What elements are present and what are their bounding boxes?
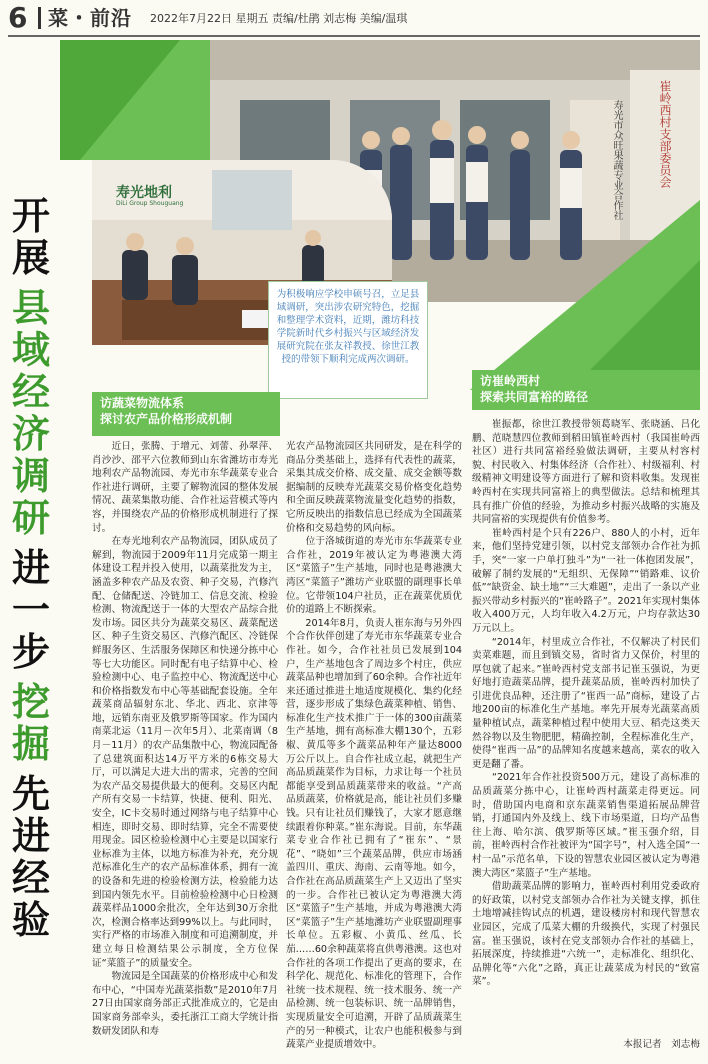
subhead-logistics: 访蔬菜物流体系 探讨农产品价格形成机制: [92, 392, 280, 436]
sign-cooperative: 寿光市众旺果蔬专业合作社: [611, 100, 622, 220]
header-divider: [38, 7, 41, 29]
headline-line: 挖 掘: [11, 680, 50, 766]
subhead-cuiling: 访崔岭西村 探索共同富裕的路径: [472, 370, 700, 410]
sign-party-branch: 崔岭西村支部委员会: [658, 80, 672, 188]
byline: 本报记者 刘志梅: [623, 1039, 700, 1050]
article-column-2: 光农产品物流园区共同研发，是在科学的商品分类基础上，选择有代表性的蔬菜，采集其成交价格、成交量、成交金额等数据编制的反映寿光蔬菜交易价格变化趋势和全面反映蔬菜物流量变化趋势的指数，它所反映出的指数信息已经成为全国蔬菜价格和交易趋势的风向标。 位于洛城街道的寿光市东华蔬菜专业合作社，2019年被认定为粤港澳大湾区“菜篮子”生产基地，同时也是粤港澳大湾区“菜篮子”潍坊产业联盟的副理事长单位。它带领104户社员，正在蔬菜优质优价的道路上不断探索。 2014年8月，负责人崔东海与另外四个合作伙伴创建了寿光市东华蔬菜专业合作社。如今，合作社社员已发展到104户，生产基地包含了周边多个村庄，供应蔬菜品种也增加到了60余种。合作社近年来还通过推进土地适度规模化、集约化经营，逐步形成了集绿色蔬菜种植、销售、标准化生产技术推广于一体的300亩蔬菜生产基地，拥有高标准大棚130个，五彩椒、黄瓜等多个蔬菜品种年产量达8000万公斤以上。自合作社成立起，就把生产高品质蔬菜作为目标，力求让每一个社员都能享受到品质蔬菜带来的收益。“产高品质蔬菜，价格就是高，能让社员们多赚钱。只有让社员们赚钱了，大家才愿意继续跟着你种菜。”崔东海说。目前，东华蔬菜专业合作社已拥有了“崔东”、“景花”、“晓如”三个蔬菜品牌，供应市场涵盖四川、重庆、海南、云南等地。如今，合作社在高品质蔬菜生产上又迈出了坚实的一步。合作社已被认定为粤港澳大湾区“菜篮子”生产基地，并成为粤港澳大湾区“菜篮子”生产基地潍坊产业联盟副理事长单位。五彩椒、小黄瓜、丝瓜、长茄……60余种蔬菜将直供粤港澳。这也对合作社的各项工作提出了更高的要求，在科学化、规范化、标准化的管理下，合作社统一技术规程、统一技术服务、统一产品检测、统一包装标识、统一品牌销售，实现质量安全可追溯，开辟了品质蔬菜生产的另一种模式，让农户也能积极参与到蔬菜产业提质增效中。: [286, 441, 462, 1051]
headline-line: 先 进 经 验: [11, 772, 50, 942]
photo-caption: 为积极响应学校申硕号召，立足县域调研，突出涉农研究特色，挖掘和整理学术资料，近期，潍坊科技学院新时代乡村振兴与区域经济发展研究院在张友祥教授、徐世江教授的带领下顺利完成两次调研。: [268, 281, 428, 399]
article-column-1: 近日，张腾、于增元、刘蕾、孙翠萍、肖沙沙、邵平六位教师到山东省潍坊市寿光地利农产品物流园、寿光市东华蔬菜专业合作社进行调研，主要了解物流园的整体发展情况、蔬菜集散功能、合作社运营模式等内容，并围绕农产品的价格形成机制进行了探讨。 在寿光地利农产品物流园，团队成员了解到，物流园于2009年11月完成第一期主体建设工程并投入使用，以蔬菜批发为主，涵盖多种农产品及农资、种子交易，汽修汽配、仓储配送、冷链加工、信息交流、检验检测、物流配送于一体的大型农产品综合批发市场。园区共分为蔬菜交易区、蔬菜配送区、种子生资交易区、汽修汽配区、冷链保鲜服务区、生活服务保障区和快递分拣中心等七大功能区。同时配有电子结算中心、检验检测中心、电子监控中心、物流配送中心和价格指数发布中心等基础配套设施。全年蔬菜商品辐射东北、华北、西北、京津等地，远销东南亚及俄罗斯等国家。作为国内南菜北运（11月－次年5月）、北菜南调（8月－11月）的农产品集散中心，物流园配备了总建筑面积达14万平方米的6栋交易大厅，可以满足大进大出的需求，完善的空间为农产品交易提供最大的便利。交易区内配产所有交易一卡结算，快捷、便利、阳光、安全，IC卡交易时通过网络与电子结算中心相连，即时交易、即时结算，完全不需要使用现金。园区检验检测中心主要是以国家行业标准为主体，以地方标准为补充，充分规范标准化生产的农产品标准体系，拥有一流的设备和先进的检验检测方法，检验能力达到国内领先水平。目前检验检测中心日检测蔬菜样品1000余批次，全年达到30万余批次，检测合格率达到99%以上。与此同时，实行严格的市场准入制度和可追溯制度，并建立每日检测结果公示制度，全方位保证“菜篮子”的质量安全。 物流园是全国蔬菜的价格形成中心和发布中心，“中国寿光蔬菜指数”是2010年7月27日由国家商务部正式批准成立的，它是由国家商务部牵头，委托浙江工商大学统计指数研发团队和寿: [92, 441, 278, 1037]
headline-line: 进 一 步: [11, 546, 50, 674]
dili-logo: 寿光地利: [116, 184, 172, 200]
page-header: [0, 0, 708, 38]
section-name: 菜・前沿: [48, 6, 132, 30]
issue-meta: 2022年7月22日 星期五 责编/杜鹃 刘志梅 美编/温琪: [150, 12, 408, 25]
page-number: 6: [8, 1, 28, 34]
header-rule: [8, 35, 700, 37]
headline-vertical: [8, 195, 54, 949]
headline-line: 开 展: [11, 194, 50, 280]
green-swoosh-right: [430, 200, 700, 390]
article-column-3: 崔振都，徐世江教授带领葛晓军、张晓涵、吕化鹏、范晓慧四位教师到稻田镇崔岭西村（我国崔岭西社区）进行共同富裕经验做法调研，主要从村容村貌、村民收入、村集体经济（合作社）、村级福利、村级精神文明建设等方面进行了解和资料收集。发现崔岭西村在实现共同富裕上的典型做法。总结和梳理其具有推广价值的经验，为推动乡村振兴战略的实施及共同富裕的实现提供有价值参考。 崔岭西村是个只有226户、880人的小村，近年来，他们坚持党建引领，以村党支部领办合作社为抓手，突“一家一户单打独斗”为“一社一体抱团发展”，破解了制约发展的“无组织、无保障”“销路难、议价低”“缺资金、缺土地”“三大难题”，走出了一条以产业振兴带动乡村振兴的“崔岭路子”。2021年实现村集体收入400万元，人均年收入4.2万元，户均存款达30万元以上。 “2014年，村里成立合作社，不仅解决了村民们卖菜难题，而且到镇交易，省时省力又保价，村里的厚包就了起来。”崔岭西村党支部书记崔玉强说，为更好地打造蔬菜品牌，提升蔬菜品质，崔岭西村加快了引进优良品种，还注册了“崔西一品”商标，建设了占地200亩的标准化生产基地。率先开展寿光蔬菜高质量种植试点，蔬菜种植过程中使用大豆、稻壳这类天然谷物以及生物肥肥，精确控制，全程标准化生产，使得“崔西一品”的品牌知名度越来越高，菜农的收入更是翻了番。 “2021年合作社投资500万元，建设了高标准的品质蔬菜分拣中心，让崔岭西村蔬菜走得更远。同时，借助国内电商和京东蔬菜销售渠道拓展品牌营销，打通国内外及线上、线下市场渠道，日均产品售往上海、哈尔滨、俄罗斯等区域。”崔玉强介绍，目前，崔岭西村合作社被评为“国字号”，村入选全国“一村一品”示范名单，下设的智慧农业园区被认定为粤港澳大湾区“菜篮子”生产基地。 借助蔬菜品牌的影响力，崔岭西村利用党委政府的好政策，以村党支部领办合作社为关键支撑，抓住土地增减挂钩试点的机遇，建设楼房村和现代智慧农业园区，完成了瓜菜大棚的升级换代，实现了村强民富。崔玉强说，该村在党支部领办合作社的基础上，拓展深度，持续推进“六统一”，走标准化、组织化、品牌化等“六化”之路，真正让蔬菜成为村民的“致富菜”。: [472, 419, 700, 988]
headline-line: 县 域 经 济 调 研: [11, 286, 50, 540]
dili-logo-sub: DiLi Group Shouguang: [116, 200, 184, 207]
